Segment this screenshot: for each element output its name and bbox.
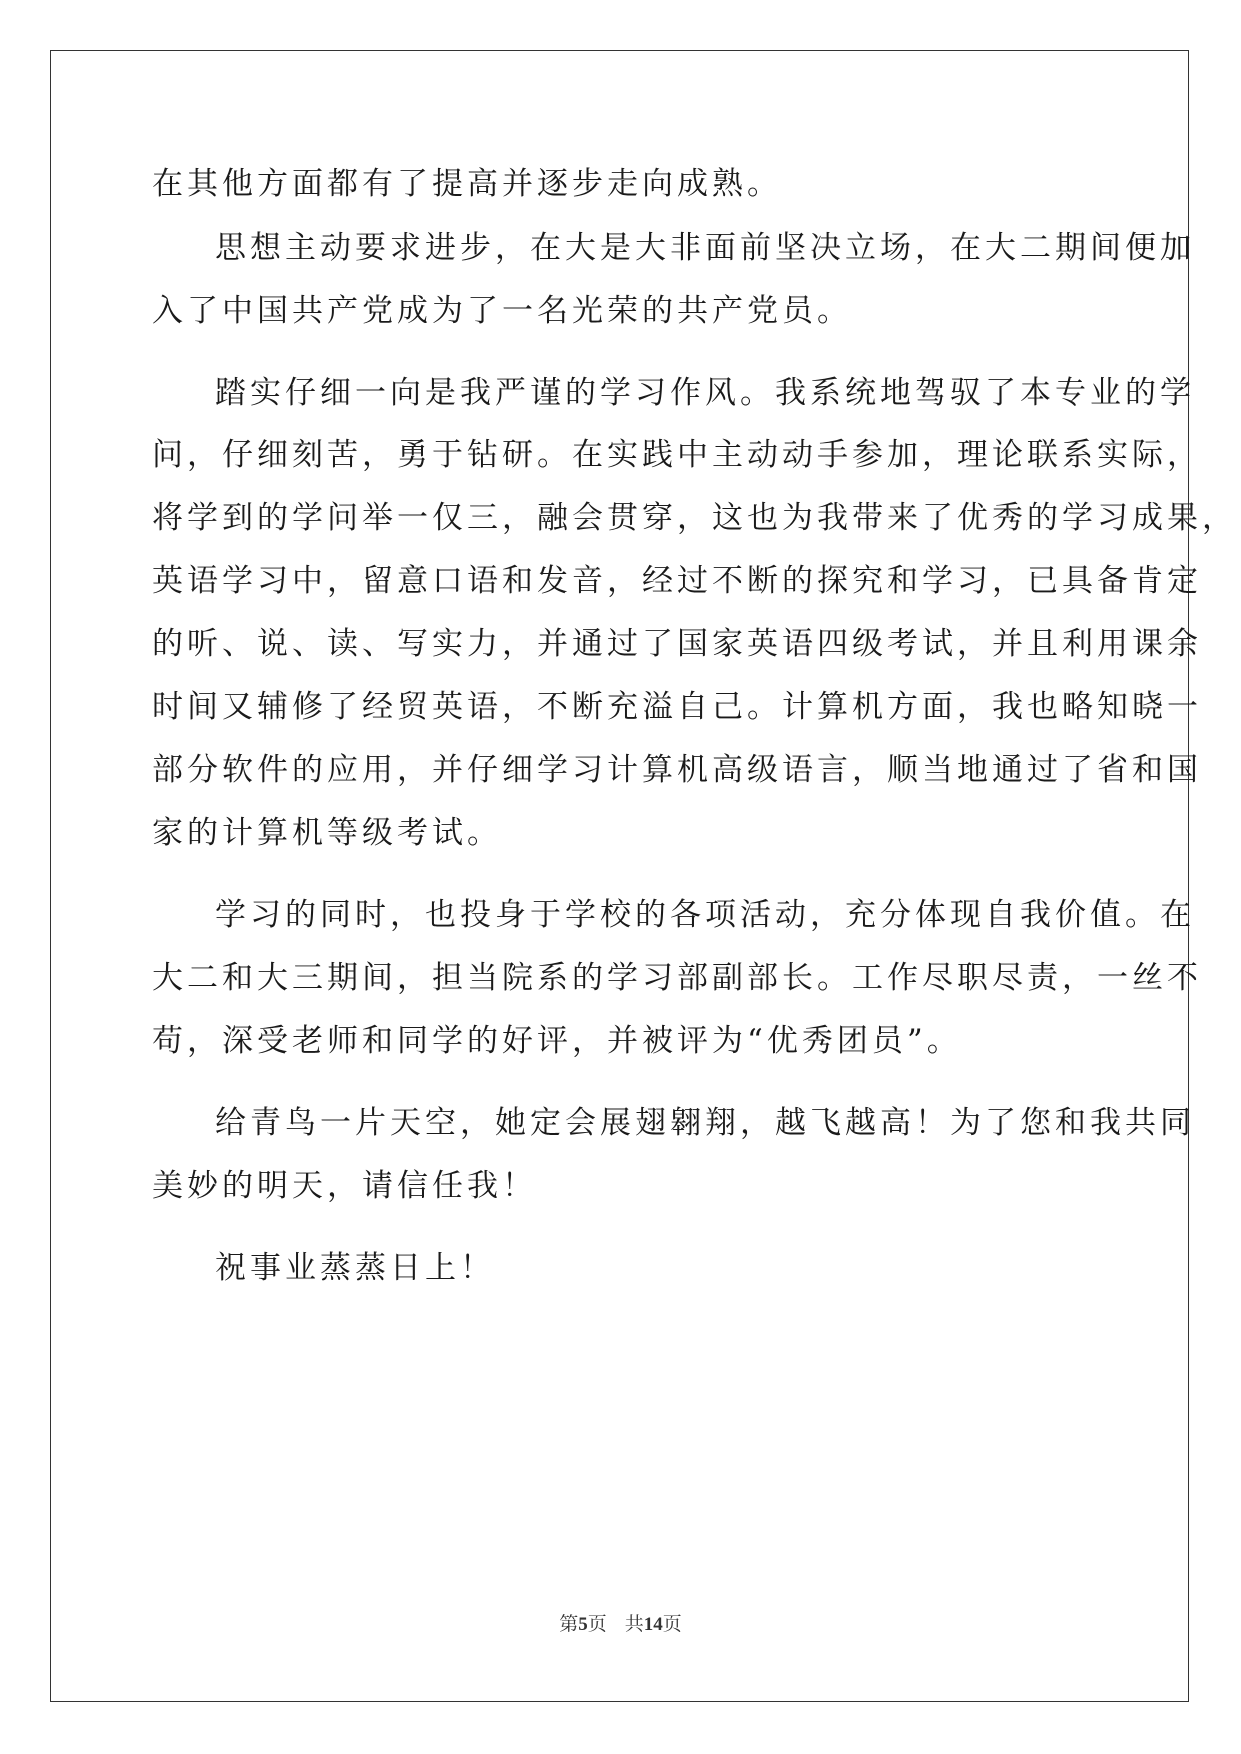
- text-line: 入了中国共产党成为了一名光荣的共产党员。: [152, 293, 852, 329]
- text-line: 给青鸟一片天空，她定会展翅翱翔，越飞越高！为了您和我共同: [215, 1105, 1195, 1141]
- text-line: 将学到的学问举一仅三，融会贯穿，这也为我带来了优秀的学习成果，: [152, 500, 1237, 536]
- text-line: 思想主动要求进步，在大是大非面前坚决立场，在大二期间便加: [215, 230, 1195, 266]
- total-prefix: 共: [624, 1614, 644, 1635]
- text-line: 苟，深受老师和同学的好评，并被评为“优秀团员”。: [152, 1023, 962, 1059]
- text-line: 时间又辅修了经贸英语，不断充溢自己。计算机方面，我也略知晓一: [152, 689, 1202, 725]
- page-suffix: 页: [587, 1614, 607, 1635]
- text-line: 学习的同时，也投身于学校的各项活动，充分体现自我价值。在: [215, 897, 1195, 933]
- text-line: 部分软件的应用，并仔细学习计算机高级语言，顺当地通过了省和国: [152, 752, 1202, 788]
- text-line: 祝事业蒸蒸日上！: [215, 1250, 495, 1286]
- text-line: 大二和大三期间，担当院系的学习部副部长。工作尽职尽责，一丝不: [152, 960, 1202, 996]
- text-line: 的听、说、读、写实力，并通过了国家英语四级考试，并且利用课余: [152, 626, 1202, 662]
- text-line: 问，仔细刻苦，勇于钻研。在实践中主动动手参加，理论联系实际，: [152, 437, 1202, 473]
- text-line: 在其他方面都有了提高并逐步走向成熟。: [152, 166, 782, 202]
- text-line: 美妙的明天，请信任我！: [152, 1168, 537, 1204]
- text-line: 家的计算机等级考试。: [152, 815, 502, 851]
- page-footer: [0, 1609, 1241, 1636]
- total-suffix: 页: [662, 1614, 682, 1635]
- page-number: 5: [578, 1614, 588, 1635]
- text-line: 英语学习中，留意口语和发音，经过不断的探究和学习，已具备肯定: [152, 563, 1202, 599]
- text-line: 踏实仔细一向是我严谨的学习作风。我系统地驾驭了本专业的学: [215, 375, 1195, 411]
- page-prefix: 第: [559, 1614, 579, 1635]
- total-pages: 14: [643, 1614, 663, 1635]
